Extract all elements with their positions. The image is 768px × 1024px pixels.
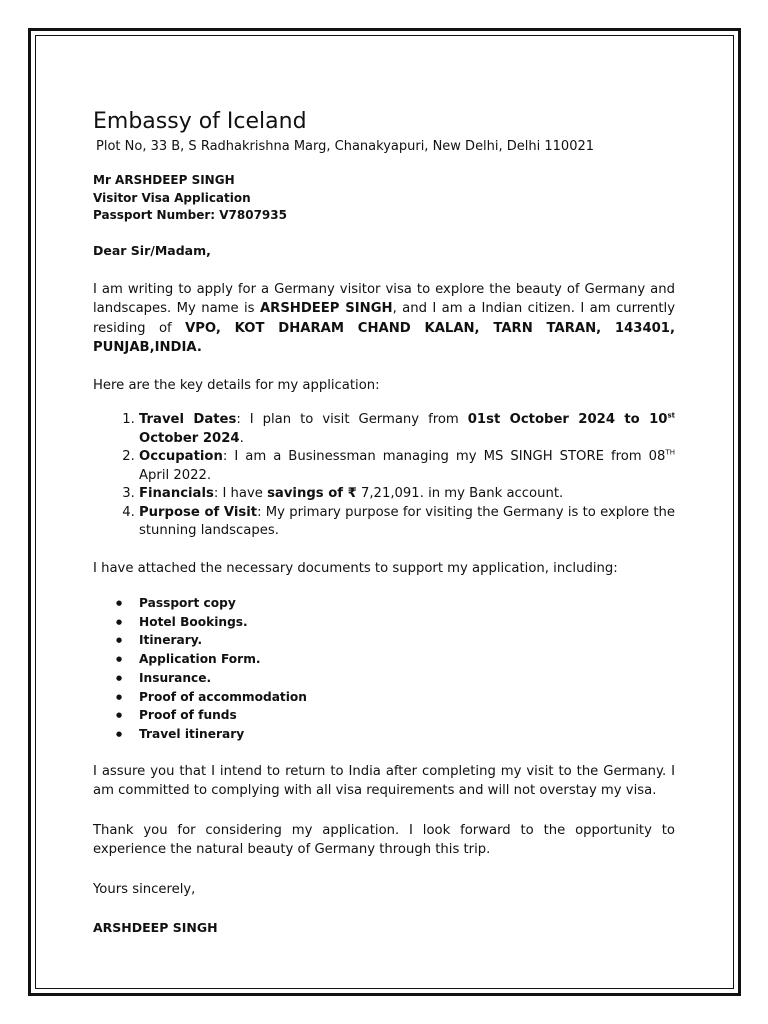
detail-purpose (139, 504, 675, 541)
document-item: ● Travel itinerary (139, 725, 675, 744)
documents-intro: I have attached the necessary documents to support my application, including: (93, 560, 618, 576)
detail-dates: 01st October 2024 to 10 (467, 412, 668, 427)
detail-label: Financials (139, 486, 214, 501)
letter-body (93, 108, 675, 937)
detail-end: 7,21,091. in my Bank account. (356, 486, 564, 501)
salutation: Dear Sir/Madam, (93, 242, 211, 258)
detail-dates-end: October 2024 (139, 430, 240, 446)
document-item: ● Insurance. (139, 669, 675, 688)
detail-travel-dates (139, 411, 675, 448)
detail-financials (139, 485, 675, 504)
detail-text: : I am a Businessman managing my MS SINGH STORE from 08 (222, 449, 666, 464)
intro-applicant-name: ARSHDEEP SINGH (259, 301, 393, 316)
detail-occupation (139, 448, 675, 485)
passport-number: Passport Number: V7807935 (93, 208, 287, 222)
sender-block (93, 172, 675, 225)
detail-text: : I have (213, 486, 268, 501)
detail-text: : My primary purpose for visiting the Germany is to explore the stunning landscapes. (139, 504, 676, 538)
document-item: ● Proof of funds (139, 706, 675, 725)
detail-label: Travel Dates (139, 412, 237, 427)
intro-end: . (196, 340, 202, 355)
intro-text-2: , and I am a Indian citizen. I am currently residing of (93, 301, 676, 336)
detail-label: Occupation (139, 449, 223, 464)
embassy-title: Embassy of Iceland (93, 109, 307, 134)
detail-superscript: st (667, 411, 675, 420)
signature-name: ARSHDEEP SINGH (93, 919, 218, 935)
intro-paragraph (93, 280, 675, 358)
sender-name: Mr ARSHDEEP SINGH (93, 173, 235, 187)
detail-superscript: TH (665, 448, 675, 457)
thanks-paragraph: Thank you for considering my application. I look forward to the opportunity to experience the natural beauty of Germany through this trip. (93, 822, 675, 858)
detail-end: April 2022. (139, 467, 212, 483)
detail-text: : I plan to visit Germany from (236, 412, 468, 427)
intro-residence-address: VPO, KOT DHARAM CHAND KALAN, TARN TARAN, 143401, PUNJAB,INDIA (93, 320, 675, 355)
document-item: ● Application Form. (139, 650, 675, 669)
closing: Yours sincerely, (93, 881, 196, 897)
assurance-paragraph: I assure you that I intend to return to India after completing my visit to the Germany. I am committed to complying with all visa requirements and will not overstay my visa. (93, 763, 675, 799)
document-item: ● Itinerary. (139, 631, 675, 650)
embassy-address: Plot No, 33 B, S Radhakrishna Marg, Chanakyapuri, New Delhi, Delhi 110021 (96, 139, 595, 154)
application-type: Visitor Visa Application (93, 190, 251, 205)
detail-end: . (239, 430, 244, 446)
document-item: ● Passport copy (139, 594, 675, 613)
document-item: ● Proof of accommodation (139, 688, 675, 707)
documents-list (93, 594, 675, 744)
details-intro: Here are the key details for my application: (93, 377, 380, 393)
details-list (93, 411, 675, 541)
document-item: ● Hotel Bookings. (139, 613, 675, 632)
intro-text-1: I am writing to apply for a Germany visitor visa to explore the beauty of Germany and landscapes. My name is (93, 281, 675, 316)
detail-savings: savings of ₹ (267, 486, 357, 501)
detail-label: Purpose of Visit (139, 504, 258, 520)
